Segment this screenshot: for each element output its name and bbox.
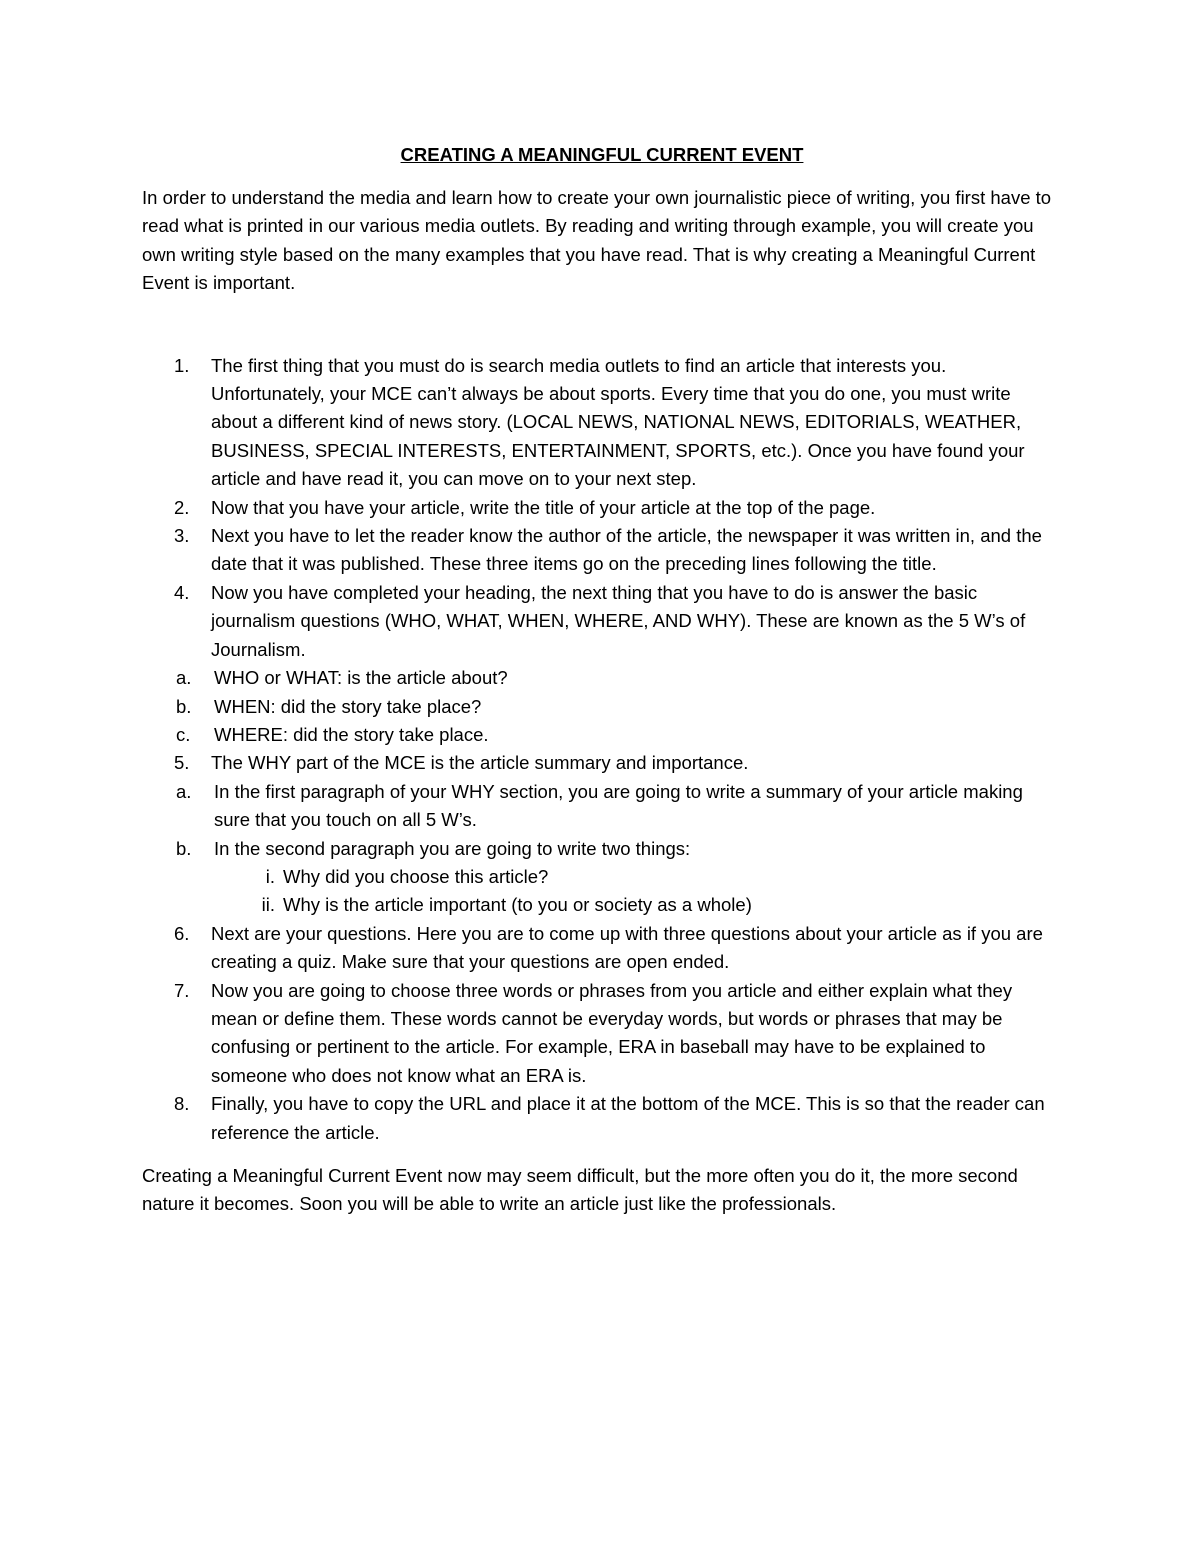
list-item-text: Now you are going to choose three words or phrases from you article and either explain what they mean or define them. These words cannot be everyday words, but words or phrases that may be confusing or pertinent to the article. For example, ERA in baseball may have to be explained to someone who does not know what an ERA is. — [211, 979, 1013, 1086]
intro-paragraph: In order to understand the media and learn how to create your own journalistic piece of writing, you first have to read what is printed in our various media outlets. By reading and writing through example, you will create you own writing style based on the many examples that you have read. That is why creating a Meaningful Current Event is important. — [142, 187, 1052, 294]
list-item-text: Next are your questions. Here you are to come up with three questions about your article as if you are creating a quiz. Make sure that your questions are open ended. — [211, 922, 1043, 973]
sub-list-item-text: WHERE: did the story take place. — [214, 723, 489, 745]
sub-list-item-letter: b. — [176, 837, 192, 859]
list-item — [142, 579, 1062, 664]
list-item-number: 5. — [174, 752, 190, 774]
sub-sub-list-item — [142, 891, 1062, 919]
list-item-number: 2. — [174, 496, 190, 518]
sub-sub-list-item-numeral: ii. — [261, 894, 275, 916]
list-item-number: 3. — [174, 525, 190, 547]
list-item-text: Next you have to let the reader know the author of the article, the newspaper it was written in, and the date that it was published. These three items go on the preceding lines following the title. — [211, 525, 1042, 575]
sub-list — [142, 778, 1062, 863]
steps-list — [142, 352, 1062, 664]
sub-sub-list-item-text: Why is the article important (to you or society as a whole) — [283, 894, 752, 916]
sub-list — [142, 664, 1062, 749]
sub-list-item — [142, 693, 1062, 721]
sub-list-item-text: WHEN: did the story take place? — [214, 695, 482, 717]
list-item-number: 4. — [174, 581, 190, 603]
sub-sub-list-item-text: Why did you choose this article? — [283, 865, 549, 887]
sub-list-item-letter: a. — [176, 667, 192, 689]
list-item-number: 6. — [174, 922, 190, 944]
sub-list-item-text: In the first paragraph of your WHY section, you are going to write a summary of your article making sure that you touch on all 5 W’s. — [214, 780, 1023, 831]
list-item — [142, 352, 1062, 494]
steps-list-continued — [142, 920, 1062, 1147]
list-item — [142, 1090, 1062, 1147]
list-item — [142, 494, 1062, 522]
sub-list-item-text: WHO or WHAT: is the article about? — [214, 667, 508, 689]
list-item-text: The WHY part of the MCE is the article summary and importance. — [211, 752, 749, 774]
list-item-text: Now that you have your article, write the title of your article at the top of the page. — [211, 496, 876, 518]
list-item — [142, 749, 1062, 777]
steps-list-continued — [142, 749, 1062, 777]
closing-paragraph: Creating a Meaningful Current Event now may seem difficult, but the more often you do it, the more second nature it becomes. Soon you will be able to write an article just like the professionals. — [142, 1165, 1018, 1215]
sub-list-item — [142, 835, 1062, 863]
sub-sub-list-item-numeral: i. — [265, 865, 275, 887]
list-item-text: Finally, you have to copy the URL and place it at the bottom of the MCE. This is so that the reader can reference the article. — [211, 1093, 1045, 1143]
list-item — [142, 522, 1062, 579]
sub-list-item-letter: b. — [176, 695, 192, 717]
sub-sub-list — [142, 863, 1062, 920]
document-page — [142, 141, 1062, 1219]
document-title: CREATING A MEANINGFUL CURRENT EVENT — [400, 144, 804, 165]
list-item-text: Now you have completed your heading, the next thing that you have to do is answer the basic journalism questions (WHO, WHAT, WHEN, WHERE, AND WHY). These are known as the 5 W’s of Journalism. — [211, 581, 1026, 660]
sub-sub-list-item — [142, 863, 1062, 891]
sub-list-item — [142, 664, 1062, 692]
list-item-number: 1. — [174, 354, 190, 376]
list-item-text: The first thing that you must do is search media outlets to find an article that interests you. Unfortunately, your MCE can’t always be about sports. Every time that you do one, you must write about a different kind of news story. (LOCAL NEWS, NATIONAL NEWS, EDITORIALS, WEATHER, BUSINESS, SPECIAL INTERESTS, ENTERTAINMENT, SPORTS, etc.). Once you have found your article and have read it, you can move on to your next step. — [211, 354, 1025, 490]
list-item — [142, 977, 1062, 1091]
list-item-number: 8. — [174, 1093, 190, 1115]
sub-list-item-text: In the second paragraph you are going to write two things: — [214, 837, 691, 859]
sub-list-item — [142, 721, 1062, 749]
sub-list-item — [142, 778, 1062, 835]
sub-list-item-letter: a. — [176, 780, 192, 802]
sub-list-item-letter: c. — [176, 723, 191, 745]
list-item — [142, 920, 1062, 977]
list-item-number: 7. — [174, 979, 190, 1001]
